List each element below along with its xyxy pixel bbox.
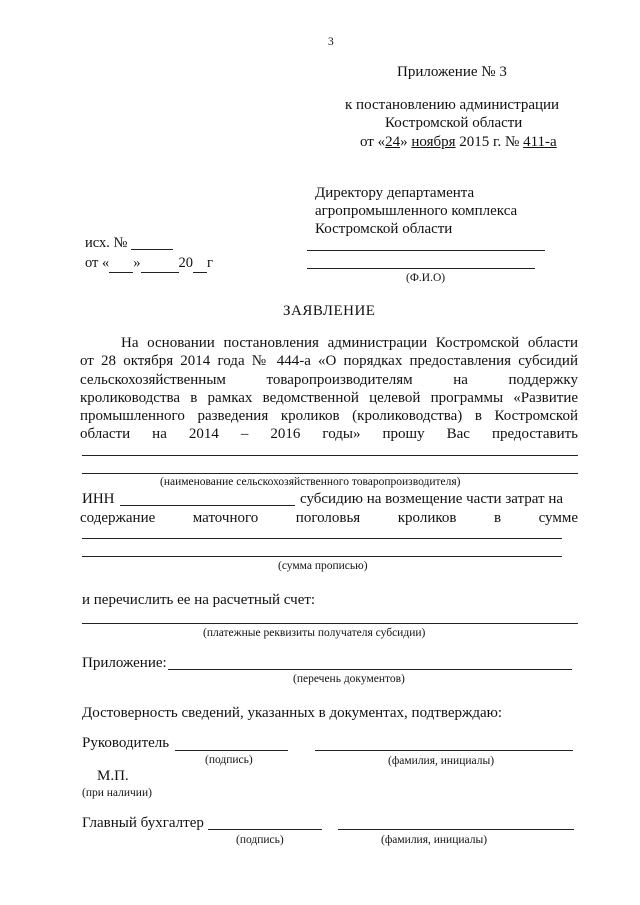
body-line-5: промышленного разведения кроликов (кролиководства) в Костромской: [80, 408, 578, 424]
appendix-label: Приложение № 3: [397, 64, 507, 80]
resolution-line-1: к постановлению администрации: [345, 97, 560, 113]
outgoing-number-blank[interactable]: [131, 249, 173, 250]
inn-blank[interactable]: [120, 505, 295, 506]
resolution-line-2: Костромской области: [385, 115, 523, 131]
resolution-date: [360, 134, 557, 151]
date-mid: »: [400, 134, 412, 150]
producer-blank-1[interactable]: [82, 455, 578, 456]
head-name-blank[interactable]: [315, 750, 573, 751]
head-signature-blank[interactable]: [175, 750, 288, 751]
body-line-1: На основании постановления администрации Костромской области: [121, 335, 578, 351]
head-label: Руководитель: [82, 735, 170, 751]
maintenance-line: содержание маточного поголовья кроликов в сумме: [80, 510, 578, 526]
outgoing-date-a: от «: [85, 255, 110, 271]
outgoing-number-label: исх. №: [85, 235, 128, 251]
transfer-text: и перечислить ее на расчетный счет:: [82, 592, 316, 608]
sum-caption: (сумма прописью): [278, 560, 368, 572]
outgoing-day-blank[interactable]: [109, 255, 133, 273]
confirm-text: Достоверность сведений, указанных в документах, подтверждаю:: [82, 705, 503, 721]
inn-label: ИНН: [82, 491, 115, 507]
recipient-blank-2[interactable]: [307, 268, 535, 269]
stamp-label: М.П.: [97, 768, 129, 784]
head-name-caption: (фамилия, инициалы): [388, 755, 495, 767]
document-title: ЗАЯВЛЕНИЕ: [283, 303, 376, 319]
recipient-blank-1[interactable]: [307, 250, 545, 251]
page-number: 3: [328, 36, 334, 48]
outgoing-month-blank[interactable]: [141, 255, 179, 273]
outgoing-date: [85, 255, 213, 273]
date-month: ноября: [411, 134, 456, 150]
recipient-line-2: агропромышленного комплекса: [315, 203, 518, 219]
outgoing-date-c: 20: [178, 255, 194, 271]
inn-rest-text: субсидию на возмещение части затрат на: [300, 491, 564, 507]
outgoing-year-blank[interactable]: [193, 255, 207, 273]
accountant-name-caption: (фамилия, инициалы): [381, 834, 488, 846]
recipient-caption: (Ф.И.О): [406, 272, 446, 284]
stamp-caption: (при наличии): [82, 787, 152, 799]
attachment-label: Приложение:: [82, 655, 167, 671]
bank-details-caption: (платежные реквизиты получателя субсидии): [203, 627, 426, 639]
accountant-signature-blank[interactable]: [208, 829, 322, 830]
sum-blank-2[interactable]: [82, 556, 562, 557]
accountant-name-blank[interactable]: [338, 829, 574, 830]
attachment-blank[interactable]: [168, 669, 572, 670]
date-number: 411-а: [523, 134, 557, 150]
outgoing-date-b: »: [133, 255, 141, 271]
date-day: 24: [385, 134, 401, 150]
accountant-signature-caption: (подпись): [236, 834, 284, 846]
recipient-line-3: Костромской области: [315, 221, 453, 237]
bank-details-blank[interactable]: [82, 623, 578, 624]
date-year: 2015 г. №: [455, 134, 524, 150]
head-signature-caption: (подпись): [205, 754, 253, 766]
body-line-3: сельскохозяйственным товаропроизводителям на поддержку: [80, 372, 578, 388]
sum-blank-1[interactable]: [82, 538, 562, 539]
recipient-line-1: Директору департамента: [315, 185, 475, 201]
accountant-label: Главный бухгалтер: [82, 815, 204, 831]
producer-caption: (наименование сельскохозяйственного товаропроизводителя): [160, 476, 461, 488]
date-prefix: от «: [360, 134, 386, 150]
body-line-2: от 28 октября 2014 года № 444-а «О порядках предоставления субсидий: [80, 353, 578, 369]
producer-blank-2[interactable]: [82, 473, 578, 474]
body-line-4: кролиководства в рамках ведомственной целевой программы «Развитие: [80, 390, 578, 406]
documents-caption: (перечень документов): [293, 673, 405, 685]
body-line-6: области на 2014 – 2016 годы» прошу Вас предоставить: [80, 426, 578, 442]
outgoing-date-d: г: [207, 255, 213, 271]
